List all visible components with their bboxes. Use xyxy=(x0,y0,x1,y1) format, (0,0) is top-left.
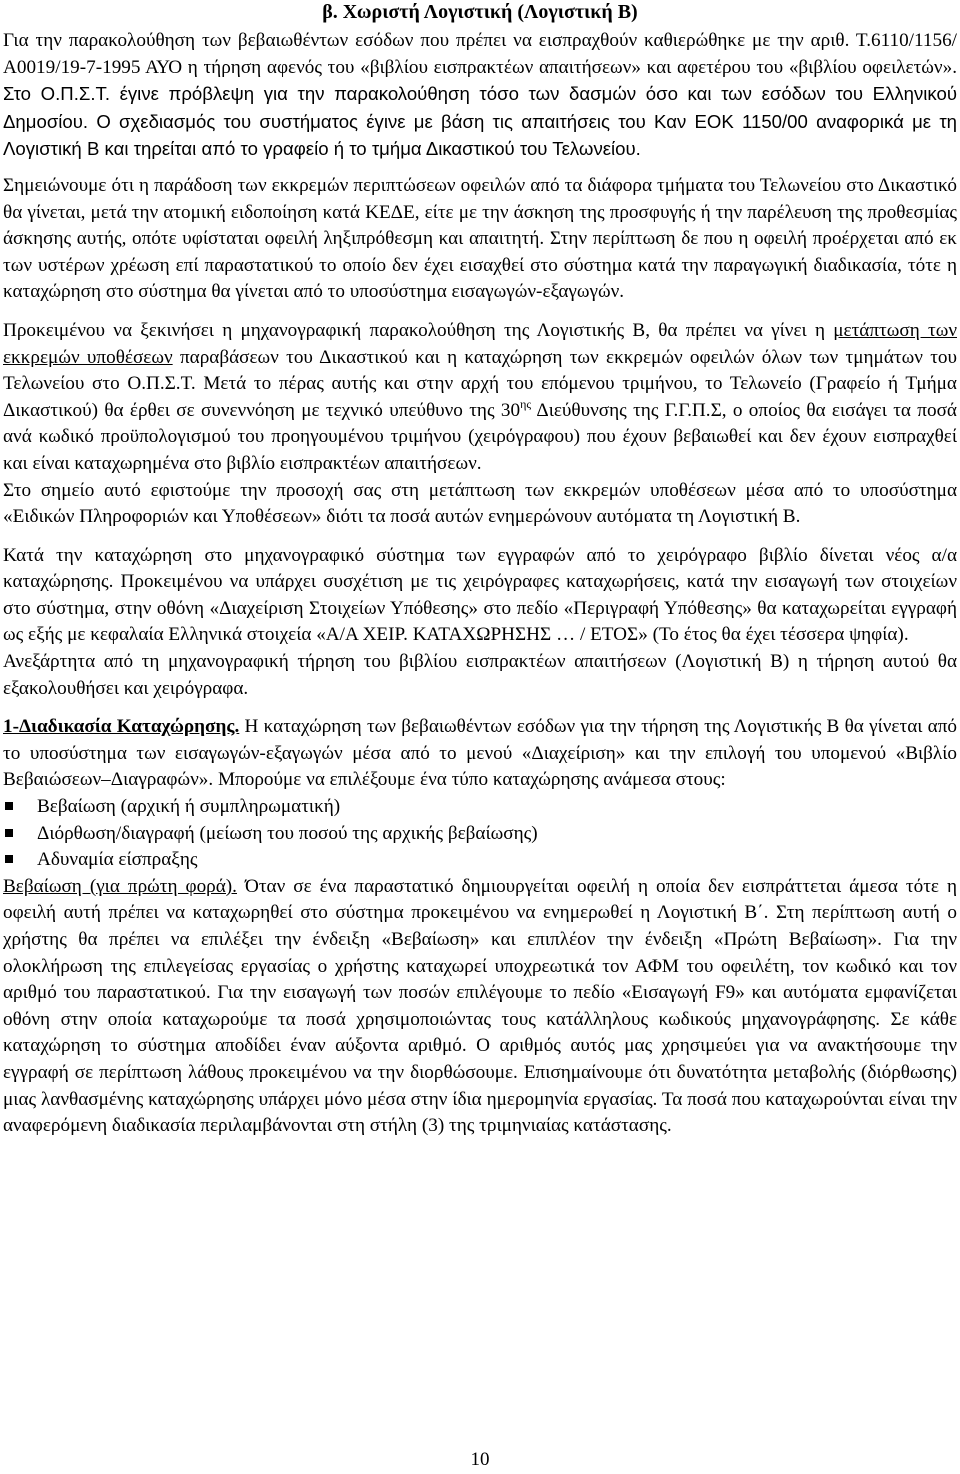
list-item-label: Διόρθωση/διαγραφή (μείωση του ποσού της αρχικής βεβαίωσης) xyxy=(37,822,538,844)
paragraph-pending-cases xyxy=(3,173,957,306)
migration-text-b: παραβάσεων του Δικαστικού και η καταχώρηση των εκκρεμών οφειλών όλων των τμημάτων του Τελωνείου στο Ο.Π.Σ.Τ. Μετά το πέρας αυτής και στην αρχή του επόμενου τριμήνου, το Τελωνείο (Γραφείο ή Τμήμα Δικαστικού) θα έρθει σε συνεννόηση με τεχνικό υπεύθυνο της 30 xyxy=(3,346,958,421)
migration-text-a: Προκειμένου να ξεκινήσει η μηχανογραφική παρακολούθηση της Λογιστικής Β, θα πρέπει να γίνει η xyxy=(3,319,834,341)
paragraph-migration xyxy=(3,318,957,478)
procedure-text: Η καταχώρηση των βεβαιωθέντων εσόδων για την τήρηση της Λογιστικής Β θα γίνεται από το υποσύστημα των εισαγωγών-εξαγωγών μέσα από το μενού «Διαχείριση» και την επιλογή του υπομενού «Βιβλίο Βεβαιώσεων–Διαγραφών». Μπορούμε να επιλέξουμε ένα τύπο καταχώρησης ανάμεσα στους: xyxy=(3,716,958,791)
page-number: 10 xyxy=(470,1449,490,1470)
list-item xyxy=(3,821,957,848)
first-assessment-label: Βεβαίωση (για πρώτη φορά). xyxy=(3,875,237,897)
paragraph-attention: Στο σημείο αυτό εφιστούμε την προσοχή σας στη μετάπτωση των εκκρεμών υποθέσεων μέσα από το υποσύστημα «Ειδικών Πληροφοριών και Υποθέσεων» διότι τα ποσά αυτών ενημερώνουν αυτόματα τη Λογιστική Β. xyxy=(3,479,957,528)
ordinal-suffix: ης xyxy=(520,396,532,411)
square-bullet-icon xyxy=(5,855,13,863)
section-heading: β. Χωριστή Λογιστική (Λογιστική Β) xyxy=(322,1,638,23)
paragraph-intro xyxy=(3,28,957,164)
square-bullet-icon xyxy=(5,802,13,810)
paragraph-procedure xyxy=(3,714,957,794)
migration-underlined: μετάπτωση των εκκρεμών υποθέσεων xyxy=(3,319,958,368)
entry-type-list xyxy=(3,794,957,874)
list-item xyxy=(3,794,957,821)
intro-text-2: Στο Ο.Π.Σ.Τ. έγινε πρόβλεψη για την παρακολούθηση τόσο των δασμών όσο και των εσόδων του Ελληνικού Δημοσίου. Ο σχεδιασμός του συστήματος έγινε με βάση τις απαιτήσεις του Καν ΕΟΚ 1150/00 αναφορικά με τη Λογιστική Β και τηρείται από το γραφείο ή το τμήμα Δικαστικού του Τελωνείου. xyxy=(3,83,957,160)
paragraph-registration-numbering: Κατά την καταχώρηση στο μηχανογραφικό σύστημα των εγγραφών από το χειρόγραφο βιβλίο δίνεται νέος α/α καταχώρησης. Προκειμένου να υπάρχει συσχέτιση με τις χειρόγραφες καταχωρήσεις, κατά την εισαγωγή των στοιχείων στο σύστημα, στην οθόνη «Διαχείριση Στοιχείων Υπόθεσης» στο πεδίο «Περιγραφή Υπόθεσης» θα καταχωρείται εγγραφή ως εξής με κεφαλαία Ελληνικά στοιχεία «Α/Α ΧΕΙΡ. ΚΑΤΑΧΩΡΗΣΗΣ … / ΕΤΟΣ» (Το έτος θα έχει τέσσερα ψηφία). xyxy=(3,544,957,646)
intro-text-1: Για την παρακολούθηση των βεβαιωθέντων εσόδων που πρέπει να εισπραχθούν καθιερώθηκε με την αριθ. Τ.6110/1156/Α0019/19-7-1995 ΑΥΟ η τήρηση αφενός του «βιβλίου εισπρακτέων απαιτήσεων» και αφετέρου του «βιβλίου οφειλετών». xyxy=(3,30,957,78)
procedure-label: 1-Διαδικασία Καταχώρησης. xyxy=(3,716,240,738)
list-item-label: Αδυναμία είσπραξης xyxy=(37,849,198,871)
list-item xyxy=(3,847,957,874)
square-bullet-icon xyxy=(5,829,13,837)
pending-text-1: Σημειώνουμε ότι η παράδοση των εκκρεμών περιπτώσεων οφειλών από τα διάφορα τμήματα του Τελωνείου στο Δικαστικό θα γίνεται, μετά την ατομική ειδοποίηση κατά ΚΕΔΕ, είτε με την άσκηση της προσφυγής ή την παρέλευση της προθεσμίας άσκησης αυτής, οπότε υφίσταται οφειλή ληξιπρόθεσμη και απαιτητή. xyxy=(3,174,957,250)
list-item-label: Βεβαίωση (αρχική ή συμπληρωματική) xyxy=(37,796,341,818)
pending-text-2: Στην περίπτωση δε που η οφειλή προέρχεται από εκ των υστέρων χρέωση επί παραστατικού το οποίο δεν έχει εισαχθεί στο σύστημα κατά την παραγωγική διαδικασία, τότε η καταχώρηση στο σύστημα θα γίνεται από το υποσύστημα εισαγωγών-εξαγωγών. xyxy=(3,228,957,303)
migration-text-c: Διεύθυνσης της Γ.Γ.Π.Σ, ο οποίος θα εισάγει τα ποσά ανά κωδικό προϋπολογισμού του προηγουμένου τριμήνου (χειρόγραφου) που έχουν βεβαιωθεί και δεν έχουν εισπραχθεί και είναι καταχωρημένα στο βιβλίο εισπρακτέων απαιτήσεων. xyxy=(3,399,957,474)
paragraph-manual-keeping: Ανεξάρτητα από τη μηχανογραφική τήρηση του βιβλίου εισπρακτέων απαιτήσεων (Λογιστική Β) η τήρηση αυτού θα εξακολουθήσει και χειρόγραφα. xyxy=(3,651,957,699)
paragraph-first-assessment xyxy=(3,874,957,1140)
first-assessment-text: Όταν σε ένα παραστατικό δημιουργείται οφειλή η οποία δεν εισπράττεται άμεσα τότε η οφειλή αυτή πρέπει να καταχωρηθεί στο σύστημα προκειμένου να ενημερωθεί η Λογιστική Β΄. Στη περίπτωση αυτή ο χρήστης θα πρέπει να επιλέξει την ένδειξη «Βεβαίωση» και επιπλέον την ένδειξη «Πρώτη Βεβαίωση». Για την ολοκλήρωση της επιλεγείσας εργασίας ο χρήστης καταχωρεί υποχρεωτικά τον ΑΦΜ του οφειλέτη, τον κωδικό και τον αριθμό του παραστατικού. Για την εισαγωγή των ποσών επιλέγουμε το πεδίο «Εισαγωγή F9» και αυτόματα εμφανίζεται οθόνη στην οποία καταχωρούμε τα ποσά χρησιμοποιώντας τους κατάλληλους κωδικούς μηχανογράφησης. Σε κάθε καταχώρηση το σύστημα αποδίδει έναν αύξοντα αριθμό. Ο αριθμός αυτός μας χρησιμεύει για να ανακτήσουμε την εγγραφή σε περίπτωση λάθους προκειμένου να την διορθώσουμε. Επισημαίνουμε ότι δυνατότητα μεταβολής (διόρθωσης) μιας λανθασμένης καταχώρησης υπάρχει μόνο μέσα στην ίδια ημερομηνία εργασίας. Τα ποσά που καταχωρούνται είναι την αναφερόμενη διαδικασία περιλαμβάνονται στη στήλη (3) της τριμηνιαίας κατάστασης. xyxy=(3,875,957,1137)
